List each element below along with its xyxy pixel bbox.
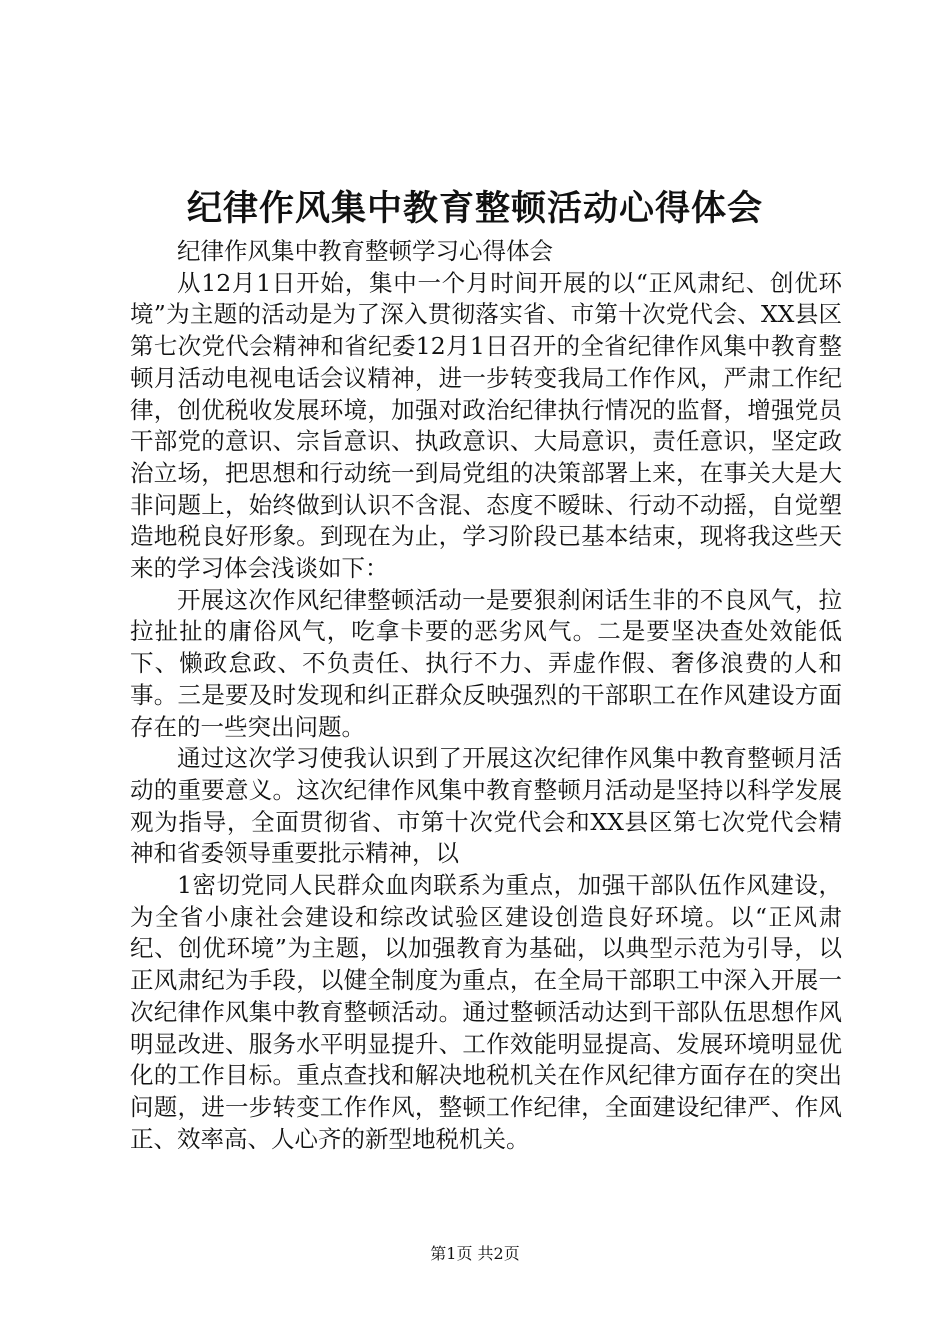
body-paragraph: 纪律作风集中教育整顿学习心得体会: [177, 237, 553, 265]
body-paragraph: 开展这次作风纪律整顿活动一是要狠刹闲话生非的不良风气，拉拉扯扯的庸俗风气，吃拿卡要的恶劣风气。二是要坚决查处效能低下、懒政怠政、不负责任、执行不力、弄虚作假、奢侈浪费的人和事。三是要及时发现和纠正群众反映强烈的干部职工在作风建设方面存在的一些突出问题。: [130, 585, 842, 741]
page-footer: 第1页 共2页: [430, 1244, 520, 1263]
body-paragraph: 1密切党同人民群众血肉联系为重点，加强干部队伍作风建设，为全省小康社会建设和综改试验区建设创造良好环境。以“正风肃纪、创优环境”为主题，以加强教育为基础，以典型示范为引导，以正风肃纪为手段，以健全制度为重点，在全局干部职工中深入开展一次纪律作风集中教育整顿活动。通过整顿活动达到干部队伍思想作风明显改进、服务水平明显提升、工作效能明显提高、发展环境明显优化的工作目标。重点查找和解决地税机关在作风纪律方面存在的突出问题，进一步转变工作作风，整顿工作纪律，全面建设纪律严、作风正、效率高、人心齐的新型地税机关。: [130, 871, 842, 1153]
document-title: 纪律作风集中教育整顿活动心得体会: [186, 188, 763, 229]
document-body: [130, 236, 842, 1155]
body-paragraph: 从12月1日开始，集中一个月时间开展的以“正风肃纪、创优环境”为主题的活动是为了深入贯彻落实省、市第十次党代会、XX县区第七次党代会精神和省纪委12月1日召开的全省纪律作风集中教育整顿月活动电视电话会议精神，进一步转变我局工作作风，严肃工作纪律，创优税收发展环境，加强对政治纪律执行情况的监督，增强党员干部党的意识、宗旨意识、执政意识、大局意识，责任意识，坚定政治立场，把思想和行动统一到局党组的决策部署上来，在事关大是大非问题上，始终做到认识不含混、态度不暧昧、行动不动摇，自觉塑造地税良好形象。到现在为止，学习阶段已基本结束，现将我这些天来的学习体会浅谈如下：: [130, 268, 842, 583]
body-paragraph: 通过这次学习使我认识到了开展这次纪律作风集中教育整顿月活动的重要意义。这次纪律作风集中教育整顿月活动是坚持以科学发展观为指导，全面贯彻省、市第十次党代会和XX县区第七次党代会精神和省委领导重要批示精神，以: [130, 744, 842, 868]
